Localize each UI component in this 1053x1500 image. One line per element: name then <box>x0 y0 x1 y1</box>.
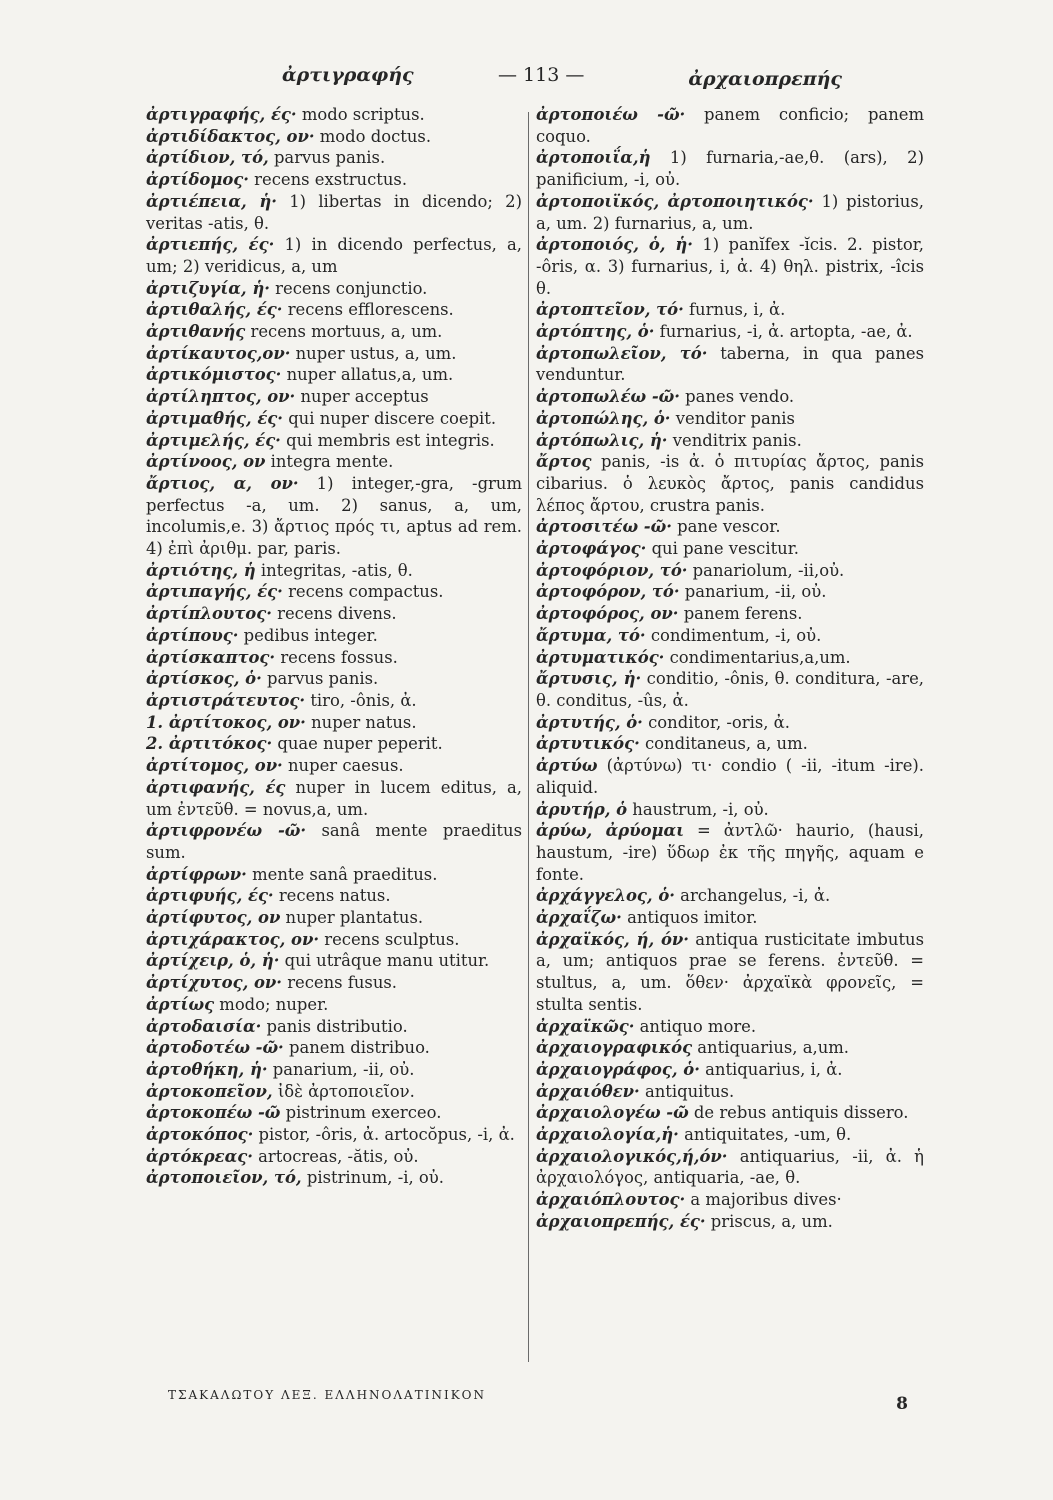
entry-headword: ἀρτοπωλεῖον, τό· <box>536 343 708 363</box>
entry-headword: ἀρτοσιτέω -ῶ· <box>536 517 672 537</box>
dictionary-entry <box>536 1211 924 1233</box>
entry-headword: ἀρτίχειρ, ὁ, ἡ· <box>146 951 280 971</box>
entry-headword: ἀρτιδίδακτος, ον· <box>146 126 315 146</box>
entry-headword: ἀρτοκοπεῖον, <box>146 1081 273 1101</box>
dictionary-entry <box>536 147 924 190</box>
entry-headword: ἀρχαιοπρεπής, ές· <box>536 1211 706 1231</box>
dictionary-entry <box>146 733 522 755</box>
entry-headword: ἀρτοποιεῖον, τό, <box>146 1168 302 1188</box>
entry-headword: 2. ἀρτιτόκος· <box>146 734 273 754</box>
entry-definition: recens conjunctio. <box>269 278 428 298</box>
dictionary-entry <box>146 560 522 582</box>
page-footer <box>168 1388 908 1418</box>
entry-headword: ἀρυτήρ, ὁ <box>536 799 628 819</box>
dictionary-entry <box>146 234 522 277</box>
entry-headword: ἀρτίτομος, ον· <box>146 756 283 776</box>
entry-definition: furnus, i, ἀ. <box>683 300 786 320</box>
dictionary-entry <box>146 408 522 430</box>
dictionary-entry <box>536 1102 924 1124</box>
entry-definition: nuper allatus,a, um. <box>281 365 454 385</box>
dictionary-entry <box>146 1146 522 1168</box>
entry-definition: = ἀντλῶ· haurio, (hausi, haustum, -ire) ὕδωρ ἐκ τῆς πηγῆς, aquam e fonte. <box>536 821 924 884</box>
entry-headword: ἀρτικόμιστος· <box>146 365 282 385</box>
entry-definition: artocreas, -ătis, οὐ. <box>252 1146 419 1166</box>
dictionary-entry <box>146 278 522 300</box>
entry-headword: ἀρτυτής, ὁ· <box>536 712 643 732</box>
entry-headword: ἀρτιότης, ἡ <box>146 560 256 580</box>
entry-definition: pistrinum exerceo. <box>280 1103 442 1123</box>
entry-definition: conditor, -oris, ἀ. <box>642 712 790 732</box>
dictionary-entry <box>536 1016 924 1038</box>
entry-definition: nuper ustus, a, um. <box>290 343 457 363</box>
entry-definition: panis, -is ἀ. ὁ πιτυρίας ἄρτος, panis cibarius. ὁ λευκὸς ἄρτος, panis candidus λέπος ἄρτου, crustra panis. <box>536 452 924 515</box>
entry-headword: ἀρτιφυής, ές· <box>146 886 274 906</box>
entry-headword: ἀρτιεπής, ές· <box>146 235 275 255</box>
entry-definition: taberna, in qua panes venduntur. <box>536 343 924 385</box>
entry-definition: qui nuper discere coepit. <box>282 408 497 428</box>
dictionary-entry <box>146 169 522 191</box>
entry-definition: pedibus integer. <box>238 625 378 645</box>
dictionary-entry <box>536 712 924 734</box>
entry-definition: parvus panis. <box>268 148 386 168</box>
dictionary-entry <box>146 1037 522 1059</box>
dictionary-entry <box>536 560 924 582</box>
dictionary-entry <box>146 647 522 669</box>
entry-definition: pane vescor. <box>671 517 781 537</box>
dictionary-entry <box>536 799 924 821</box>
dictionary-entry <box>536 104 924 147</box>
dictionary-entry <box>536 1081 924 1103</box>
entry-definition: condimentum, -i, οὐ. <box>645 625 822 645</box>
entry-headword: ἀρτίπλουτος· <box>146 604 272 624</box>
entry-headword: ἀρτοποιϊκός, ἀρτοποιητικός· <box>536 191 814 211</box>
dictionary-entry <box>146 473 522 560</box>
entry-definition: ἰδὲ ἀρτοποιεῖον. <box>272 1081 415 1101</box>
dictionary-entry <box>146 907 522 929</box>
entry-headword: ἀρτοφόριον, τό· <box>536 560 688 580</box>
entry-headword: ἀρχαϊκῶς· <box>536 1016 635 1036</box>
entry-definition: antiquo more. <box>634 1016 757 1036</box>
entry-headword: ἀρτοκόπος· <box>146 1125 254 1145</box>
dictionary-entry <box>536 299 924 321</box>
entry-definition: panem distribuo. <box>283 1038 430 1058</box>
dictionary-entry <box>146 755 522 777</box>
page-number: — 113 — <box>498 64 585 86</box>
entry-headword: ἀρχαιόθεν· <box>536 1081 640 1101</box>
entry-definition: a majoribus dives· <box>685 1190 842 1210</box>
entry-definition: condimentarius,a,um. <box>664 647 851 667</box>
entry-headword: ἀρτοπωλέω -ῶ· <box>536 387 680 407</box>
dictionary-entry <box>536 343 924 386</box>
entry-headword: ἀρτίδιον, τό, <box>146 148 269 168</box>
entry-headword: ἀρτίχυτος, ον· <box>146 973 282 993</box>
entry-definition: panarium, -ii, οὐ. <box>267 1059 415 1079</box>
dictionary-entry <box>146 994 522 1016</box>
entry-headword: ἄρτυσις, ἡ· <box>536 669 642 689</box>
entry-headword: ἀρτιθαλής, ές· <box>146 300 283 320</box>
entry-headword: ἀρτοδαισία· <box>146 1016 262 1036</box>
entry-definition: antiquitus. <box>639 1081 735 1101</box>
entry-headword: ἀρχαιόπλουτος· <box>536 1190 686 1210</box>
entry-headword: ἀρτοκοπέω -ῶ <box>146 1103 281 1123</box>
entry-definition: parvus panis. <box>261 669 379 689</box>
entry-definition: recens fossus. <box>275 647 398 667</box>
dictionary-entry <box>146 191 522 234</box>
entry-headword: ἀρτιστράτευτος· <box>146 690 306 710</box>
entry-headword: ἀρτίνοος, ον <box>146 452 266 472</box>
entry-definition: panem conficio; panem coquo. <box>536 105 925 146</box>
entry-definition: sanâ mente praeditus sum. <box>146 821 522 862</box>
entry-definition: modo scriptus. <box>296 105 425 124</box>
entry-headword: ἀρτόπωλις, ἡ· <box>536 430 668 450</box>
entry-headword: ἀρτιχάρακτος, ον· <box>146 929 320 949</box>
dictionary-entry <box>146 885 522 907</box>
entry-definition: conditaneus, a, um. <box>639 734 808 754</box>
entry-headword: ἀρτοθήκη, ἡ· <box>146 1059 268 1079</box>
entry-headword: ἄρτος <box>536 452 592 472</box>
left-column <box>146 104 522 1374</box>
dictionary-entry <box>146 581 522 603</box>
dictionary-entry <box>536 929 924 1016</box>
entry-definition: quae nuper peperit. <box>272 734 443 754</box>
dictionary-entry <box>536 625 924 647</box>
dictionary-entry <box>536 733 924 755</box>
entry-definition: 1) in dicendo perfectus, a, um; 2) veridicus, a, um <box>146 235 522 276</box>
entry-headword: ἀρτοποιΐα,ἡ <box>536 148 651 168</box>
entry-definition: archangelus, -i, ἀ. <box>674 886 831 906</box>
entry-definition: nuper acceptus <box>295 387 429 407</box>
dictionary-entry <box>146 430 522 452</box>
entry-definition: pistor, -ôris, ἀ. artocŏpus, -i, ἀ. <box>253 1125 515 1145</box>
dictionary-entry <box>536 408 924 430</box>
dictionary-entry <box>146 451 522 473</box>
dictionary-entry <box>536 647 924 669</box>
entry-definition: 1) integer,-gra, -grum perfectus -a, um. 2) sanus, a, um, incolumis,e. 3) ἄρτιος πρός τι, aptus ad rem. 4) ἐπὶ ἀριθμ. par, paris. <box>146 473 522 559</box>
dictionary-entry <box>146 864 522 886</box>
dictionary-entry <box>146 299 522 321</box>
dictionary-entry <box>536 755 924 798</box>
dictionary-entry <box>536 1146 924 1189</box>
column-divider <box>528 112 529 1362</box>
dictionary-entry <box>536 668 924 711</box>
dictionary-entry <box>146 820 522 863</box>
entry-headword: ἀρτιπαγής, ές· <box>146 582 283 602</box>
dictionary-entry <box>536 191 924 234</box>
dictionary-entry <box>536 603 924 625</box>
entry-definition: modo; nuper. <box>214 994 329 1014</box>
entry-headword: ἀρτίληπτος, ον· <box>146 387 296 407</box>
entry-definition: panis distributio. <box>261 1016 408 1036</box>
entry-definition: recens sculptus. <box>319 929 460 949</box>
entry-headword: ἀρχάγγελος, ὁ· <box>536 886 675 906</box>
dictionary-entry <box>536 1189 924 1211</box>
entry-headword: ἀρτιγραφής, ές· <box>146 105 297 124</box>
entry-definition: recens divens. <box>271 604 397 624</box>
dictionary-entry <box>146 386 522 408</box>
dictionary-entry <box>536 234 924 299</box>
entry-definition: nuper caesus. <box>282 756 404 776</box>
entry-headword: ἀρχαιογραφικός <box>536 1038 693 1058</box>
entry-definition: qui utrâque manu utitur. <box>279 951 490 971</box>
dictionary-entry <box>146 126 522 148</box>
entry-definition: recens efflorescens. <box>282 300 454 320</box>
entry-headword: ἀρτόπτης, ὁ· <box>536 322 655 342</box>
dictionary-entry <box>536 907 924 929</box>
dictionary-entry <box>146 1081 522 1103</box>
dictionary-entry <box>536 516 924 538</box>
entry-headword: ἀρτοποιέω -ῶ· <box>536 105 686 124</box>
entry-headword: ἀρτίδομος· <box>146 170 249 190</box>
entry-headword: ἀρτίσκος, ὁ· <box>146 669 262 689</box>
dictionary-entry <box>146 603 522 625</box>
entry-headword: ἀρτυτικός· <box>536 734 640 754</box>
entry-definition: tiro, -ônis, ἀ. <box>305 690 417 710</box>
entry-headword: ἀρτίπους· <box>146 625 239 645</box>
entry-definition: furnarius, -i, ἀ. artopta, -ae, ἀ. <box>654 322 913 342</box>
entry-headword: ἀρτιζυγία, ἡ· <box>146 278 270 298</box>
entry-definition: antiquarius, a,um. <box>692 1038 850 1058</box>
entry-definition: nuper plantatus. <box>280 908 424 928</box>
dictionary-entry <box>146 668 522 690</box>
entry-definition: venditor panis <box>670 408 795 428</box>
entry-definition: integritas, -atis, θ. <box>255 560 413 580</box>
dictionary-entry <box>536 885 924 907</box>
dictionary-entry <box>146 690 522 712</box>
entry-definition: antiquos imitor. <box>621 908 758 928</box>
entry-definition: panariolum, -ii,οὐ. <box>687 560 845 580</box>
entry-definition: 1) panĭfex -ĭcis. 2. pistor, -ôris, α. 3) furnarius, i, ἀ. 4) θηλ. pistrix, -îcis θ. <box>536 235 924 298</box>
entry-definition: recens fusus. <box>282 973 398 993</box>
dictionary-entry <box>146 104 522 126</box>
entry-definition: antiquarius, i, ἀ. <box>699 1059 843 1079</box>
entry-definition: venditrix panis. <box>667 430 802 450</box>
dictionary-entry <box>536 1037 924 1059</box>
entry-definition: 1) pistorius, a, um. 2) furnarius, a, um. <box>536 191 924 233</box>
entry-headword: ἄρτυμα, τό· <box>536 625 646 645</box>
running-header <box>282 58 842 94</box>
dictionary-entry <box>146 1059 522 1081</box>
entry-definition: nuper natus. <box>305 712 417 732</box>
entry-headword: ἀρτύω <box>536 756 598 776</box>
dictionary-entry <box>536 321 924 343</box>
entry-headword: ἀρχαιογράφος, ὁ· <box>536 1059 700 1079</box>
entry-definition: nuper in lucem editus, a, um ἐντεῦθ. = novus,a, um. <box>146 777 522 819</box>
entry-headword: ἀρτοπώλης, ὁ· <box>536 408 671 428</box>
entry-headword: ἀρτίφυτος, ον <box>146 908 281 928</box>
entry-headword: ἀρτυματικός· <box>536 647 665 667</box>
left-guide-word: ἀρτιγραφής <box>282 64 414 86</box>
entry-headword: ἀρτοπτεῖον, τό· <box>536 300 684 320</box>
entry-definition: recens exstructus. <box>248 170 408 190</box>
entry-definition: qui pane vescitur. <box>646 539 799 559</box>
entry-headword: 1. ἀρτίτοκος, ον· <box>146 712 306 732</box>
dictionary-entry <box>146 147 522 169</box>
entry-definition: integra mente. <box>265 452 394 472</box>
entry-headword: ἀρτοφόρος, ον· <box>536 604 679 624</box>
entry-definition: antiqua rusticitate imbutus a, um; antiquos prae se ferens. ἐντεῦθ. = stultus, a, um. ὅθεν· ἀρχαϊκὰ φρονεῖς, = stulta sentis. <box>536 929 924 1014</box>
dictionary-entry <box>536 430 924 452</box>
dictionary-entry <box>536 386 924 408</box>
entry-headword: ἀρτιμαθής, ές· <box>146 408 283 428</box>
dictionary-entry <box>146 364 522 386</box>
entry-headword: ἀρχαΐζω· <box>536 908 622 928</box>
entry-headword: ἀρτιθανής <box>146 322 246 342</box>
dictionary-entry <box>146 777 522 820</box>
signature-mark: 8 <box>896 1394 908 1414</box>
entry-headword: ἀρτίκαυτος,ον· <box>146 343 291 363</box>
entry-definition: pistrinum, -i, οὐ. <box>301 1168 444 1188</box>
entry-headword: ἀρτοποιός, ὁ, ἡ· <box>536 235 693 255</box>
dictionary-entry <box>146 929 522 951</box>
entry-headword: ἀρτοδοτέω -ῶ· <box>146 1038 284 1058</box>
entry-definition: antiquarius, -ii, ἀ. ἡ ἀρχαιολόγος, antiquaria, -ae, θ. <box>536 1146 924 1188</box>
entry-definition: recens natus. <box>273 886 391 906</box>
entry-definition: panem ferens. <box>678 604 803 624</box>
dictionary-entry <box>536 820 924 885</box>
entry-headword: ἀρτιέπεια, ἡ· <box>146 191 278 211</box>
entry-headword: ἀρτίσκαπτος· <box>146 647 276 667</box>
entry-headword: ἀρτιμελής, ές· <box>146 430 281 450</box>
entry-definition: qui membris est integris. <box>280 430 495 450</box>
entry-headword: ἀρτιφρονέω -ῶ· <box>146 821 307 841</box>
dictionary-entry <box>146 343 522 365</box>
entry-definition: 1) libertas in dicendo; 2) veritas -atis, θ. <box>146 191 522 233</box>
entry-definition: recens mortuus, a, um. <box>245 322 443 342</box>
entry-definition: recens compactus. <box>282 582 444 602</box>
dictionary-entry <box>146 712 522 734</box>
dictionary-entry <box>146 321 522 343</box>
entry-headword: ἀρτοφάγος· <box>536 539 647 559</box>
dictionary-entry <box>146 1102 522 1124</box>
entry-headword: ἀρχαιολογικός,ή,όν· <box>536 1146 728 1166</box>
dictionary-entry <box>146 1167 522 1189</box>
dictionary-entry <box>536 538 924 560</box>
dictionary-entry <box>536 1124 924 1146</box>
entry-headword: ἀρτίως <box>146 994 215 1014</box>
dictionary-entry <box>146 972 522 994</box>
entry-headword: ἄρτιος, α, ον· <box>146 473 299 493</box>
dictionary-entry <box>536 451 924 516</box>
entry-headword: ἀρτίφρων· <box>146 864 247 884</box>
entry-definition: priscus, a, um. <box>705 1211 833 1231</box>
right-guide-word: ἀρχαιοπρεπής <box>688 68 842 90</box>
entry-headword: ἀρτιφανής, ές <box>146 777 286 797</box>
dictionary-entry <box>536 581 924 603</box>
entry-headword: ἀρτόκρεας· <box>146 1146 253 1166</box>
entry-definition: (ἀρτύνω) τι· condio ( -ii, -itum -ire). aliquid. <box>536 756 924 797</box>
dictionary-entry <box>146 625 522 647</box>
entry-definition: haustrum, -i, οὐ. <box>627 799 769 819</box>
entry-definition: 1) furnaria,-ae,θ. (ars), 2) panificium, -i, οὐ. <box>536 148 924 190</box>
entry-definition: panes vendo. <box>679 387 795 407</box>
entry-headword: ἀρχαιολογέω -ῶ <box>536 1103 689 1123</box>
right-column <box>536 104 924 1374</box>
entry-definition: conditio, -ônis, θ. conditura, -are, θ. conditus, -ûs, ἀ. <box>536 669 924 710</box>
entry-definition: modo doctus. <box>314 126 432 146</box>
dictionary-entry <box>146 1124 522 1146</box>
entry-headword: ἀρχαιολογία,ἡ· <box>536 1125 679 1145</box>
dictionary-entry <box>146 950 522 972</box>
entry-definition: panarium, -ii, οὐ. <box>679 582 827 602</box>
entry-definition: mente sanâ praeditus. <box>246 864 438 884</box>
dictionary-entry <box>536 1059 924 1081</box>
footer-imprint: ΤΣΑΚΑΛΩΤΟΥ ΛΕΞ. ΕΛΛΗΝΟΛΑΤΙΝΙΚΟΝ <box>168 1388 486 1402</box>
entry-definition: de rebus antiquis dissero. <box>688 1103 909 1123</box>
entry-headword: ἀρτοφόρον, τό· <box>536 582 680 602</box>
entry-headword: ἀρχαϊκός, ή, όν· <box>536 929 689 949</box>
entry-definition: antiquitates, -um, θ. <box>678 1125 852 1145</box>
entry-headword: ἀρύω, ἀρύομαι <box>536 821 685 841</box>
dictionary-entry <box>146 1016 522 1038</box>
